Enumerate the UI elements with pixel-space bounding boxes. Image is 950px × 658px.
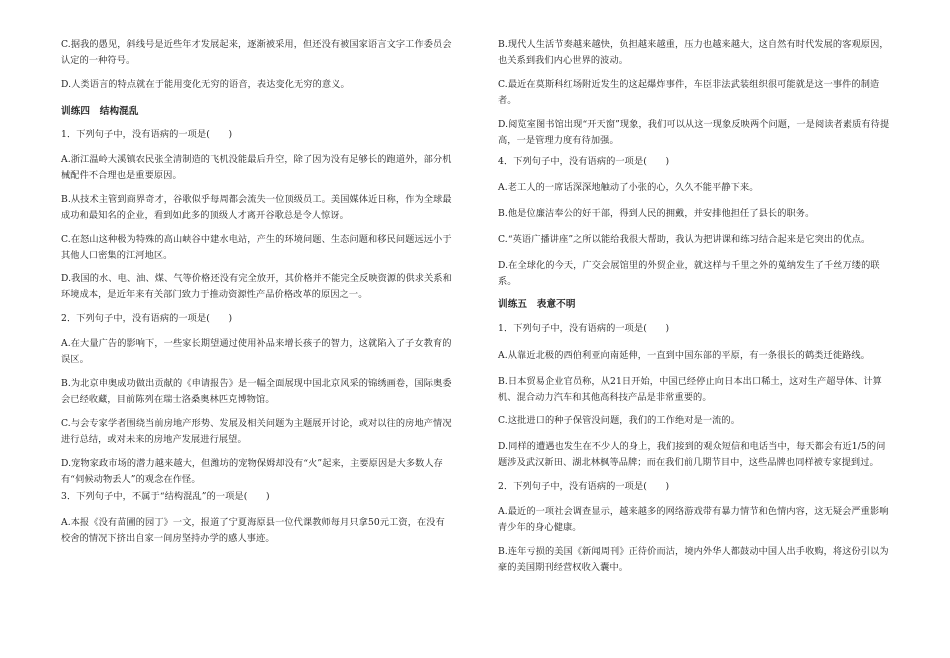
paragraph: C.最近在莫斯科红场附近发生的这起爆炸事件，车臣非法武装组织很可能就是这一事件的制造者。	[498, 79, 880, 106]
paragraph: 4．下列句子中，没有语病的一项是( )	[498, 156, 670, 167]
paragraph: C.这批进口的种子保管没问题，我们的工作绝对是一流的。	[498, 415, 741, 426]
paragraph: A.老工人的一席话深深地触动了小张的心，久久不能平静下来。	[498, 182, 759, 193]
paragraph: B.连年亏损的美国《新闻周刊》正待价而沽，境内外华人都鼓动中国人出手收购，将这份引以为豪的美国期刊经营权收入囊中。	[498, 546, 889, 573]
paragraph: D.阅览室图书馆出现“开天窗”现象，我们可以从这一现象反映两个问题，一是阅读者素质有待提高，一是管理力度有待加强。	[498, 119, 890, 146]
paragraph: A.从靠近北极的西伯利亚向南延伸，一直到中国东部的平原，有一条很长的鹤类迁徙路线。	[498, 350, 870, 361]
paragraph: B.他是位廉洁奉公的好干部，得到人民的拥戴，并安排他担任了县长的职务。	[498, 208, 815, 219]
paragraph: B.为北京申奥成功做出贡献的《申请报告》是一幅全面展现中国北京风采的锦绣画卷，国际奥委会已经收藏，目前陈列在瑞士洛桑奥林匹克博物馆。	[61, 378, 452, 405]
paragraph: A.在大量广告的影响下，一些家长期望通过使用补品来增长孩子的智力，这就陷入了子女教育的误区。	[61, 338, 452, 365]
paragraph: B.日本贸易企业官员称，从21日开始，中国已经停止向日本出口稀土，这对生产超导体、计算机、混合动力汽车和其他高科技产品是非常重要的。	[498, 376, 882, 403]
paragraph: D.宠物家政市场的潜力越来越大，但潍坊的宠物保姆却没有“火”起来，主要原因是大多数人存有“伺候动物丢人”的观念在作怪。	[61, 458, 443, 485]
paragraph: 2．下列句子中，没有语病的一项是( )	[61, 313, 233, 324]
paragraph: D.我国的水、电、油、煤、气等价格还没有完全放开，其价格并不能完全反映资源的供求关系和环境成本，是近年来有关部门致力于推动资源性产品价格改革的原因之一。	[61, 273, 452, 300]
paragraph: D.同样的遭遇也发生在不少人的身上，我们接到的观众短信和电话当中，每天都会有近1/5的问题涉及武汉新田、湖北林枫等品牌；而在我们前几期节目中，这些品牌也同样被专家提到过。	[498, 441, 886, 468]
paragraph: C.在怒山这种极为特殊的高山峡谷中建水电站，产生的环境问题、生态问题和移民问题远远小于其他人口密集的江河地区。	[61, 234, 452, 261]
paragraph: A.最近的一项社会调查显示，越来越多的网络游戏带有暴力情节和色情内容，这无疑会严重影响青少年的身心健康。	[498, 506, 889, 533]
paragraph: D.人类语言的特点就在于能用变化无穷的语音，表达变化无穷的意义。	[61, 79, 350, 90]
section-heading: 训练五 表意不明	[498, 299, 576, 310]
paragraph: 3．下列句子中，不属于“结构混乱”的一项是( )	[61, 491, 270, 502]
paragraph: C.据我的愚见，斜线号是近些年才发展起来，逐渐被采用，但还没有被国家语言文字工作委员会认定的一种符号。	[61, 39, 452, 66]
section-heading: 训练四 结构混乱	[61, 106, 139, 117]
paragraph: A.本报《没有苗圃的园丁》一文，报道了宁夏海原县一位代课教师每月只拿50元工资，在没有校舍的情况下挤出自家一间房坚持办学的感人事迹。	[61, 517, 445, 544]
paragraph: B.从技术主管到商界奇才，谷歌似乎每周都会流失一位顶级员工。美国媒体近日称，作为全球最成功和最知名的企业，看到如此多的顶级人才离开谷歌总是令人惊讶。	[61, 194, 452, 221]
paragraph: C.与会专家学者围绕当前房地产形势、发展及相关问题为主题展开讨论，或对以往的房地产情况进行总结，或对未来的房地产发展进行展望。	[61, 418, 452, 445]
paragraph: D.在全球化的今天，广交会展馆里的外贸企业，就这样与千里之外的蒐纳发生了千丝万缕的联系。	[498, 260, 880, 287]
paragraph: 1．下列句子中，没有语病的一项是( )	[498, 323, 670, 334]
paragraph: 1．下列句子中，没有语病的一项是( )	[61, 129, 233, 140]
paragraph: A.浙江温岭大溪镇农民张全清制造的飞机没能最后升空，除了因为没有足够长的跑道外，部分机械配件不合理也是重要原因。	[61, 154, 452, 181]
paragraph: B.现代人生活节奏越来越快，负担越来越重，压力也越来越大，这自然有时代发展的客观原因，也关系到我们内心世界的波动。	[498, 39, 889, 66]
paragraph: C.“英语广播讲座”之所以能给我很大帮助，我认为把讲课和练习结合起来是它突出的优点。	[498, 234, 871, 245]
paragraph: 2．下列句子中，没有语病的一项是( )	[498, 481, 670, 492]
